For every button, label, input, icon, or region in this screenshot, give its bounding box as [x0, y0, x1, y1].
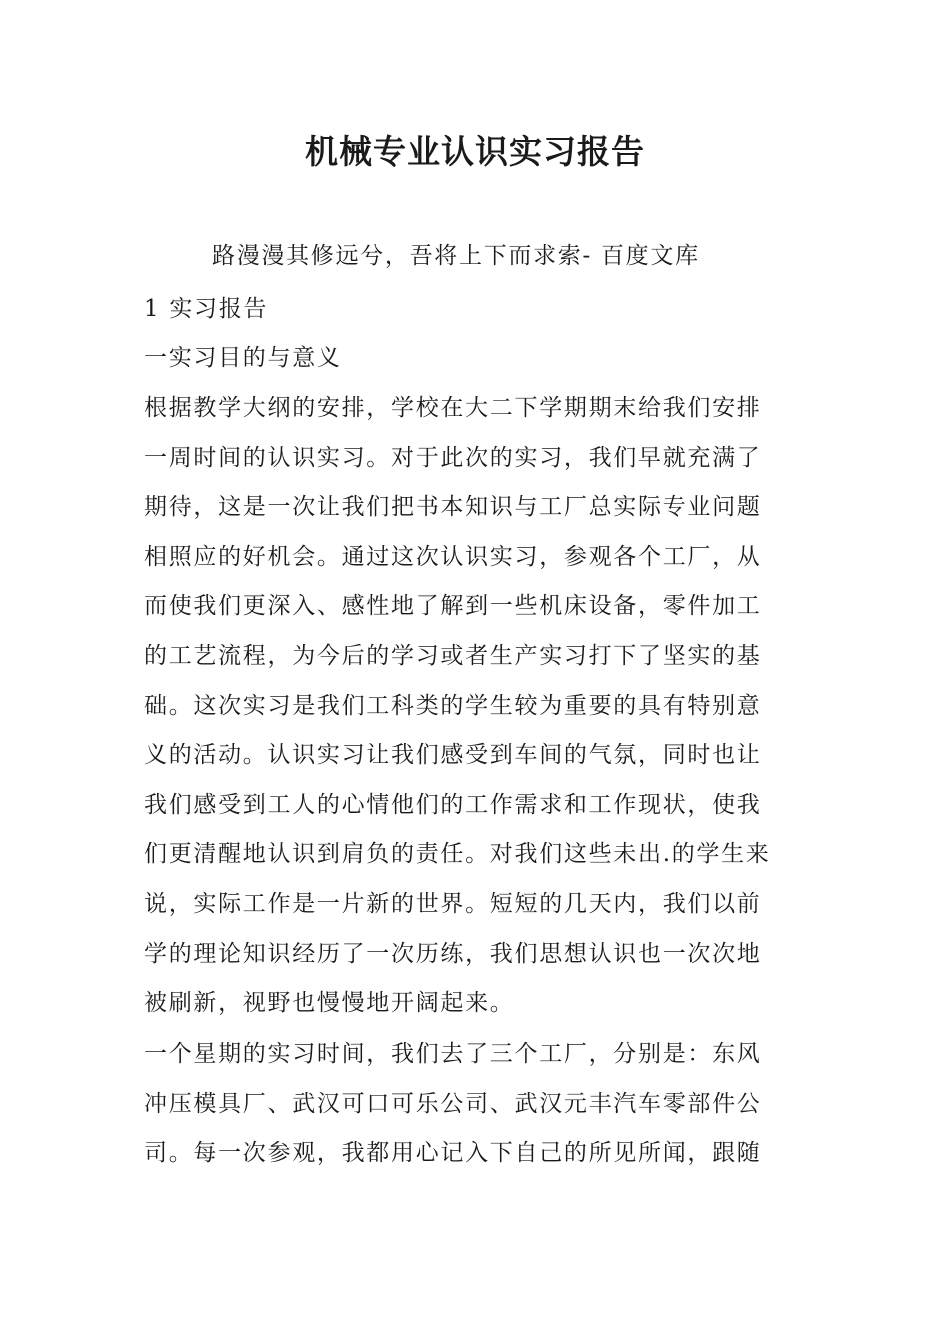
paragraph-line: 义的活动。认识实习让我们感受到车间的气氛，同时也让 [144, 742, 762, 769]
paragraph-line: 我们感受到工人的心情他们的工作需求和工作现状，使我 [144, 791, 762, 818]
paragraph-line: 而使我们更深入、感性地了解到一些机床设备，零件加工 [144, 593, 762, 620]
paragraph-line: 司。每一次参观，我都用心记入下自己的所见所闻，跟随 [144, 1140, 762, 1167]
paragraph-line: 期待，这是一次让我们把书本知识与工厂总实际专业问题 [144, 494, 762, 521]
paragraph-line: 说，实际工作是一片新的世界。短短的几天内，我们以前 [144, 890, 762, 917]
paragraph-line: 相照应的好机会。通过这次认识实习，参观各个工厂，从 [144, 543, 762, 570]
subsection-heading: 一实习目的与意义 [144, 345, 342, 371]
paragraph-line: 的工艺流程，为今后的学习或者生产实习打下了坚实的基 [144, 642, 762, 669]
paragraph-line: 们更清醒地认识到肩负的责任。对我们这些未出.的学生来 [144, 841, 771, 868]
document-title: 机械专业认识实习报告 [305, 132, 645, 171]
document-subtitle: 路漫漫其修远兮，吾将上下而求索- 百度文库 [212, 243, 700, 269]
paragraph-line: 一周时间的认识实习。对于此次的实习，我们早就充满了 [144, 444, 762, 471]
paragraph-line: 根据教学大纲的安排，学校在大二下学期期末给我们安排 [144, 395, 762, 421]
paragraph-line: 被刷新，视野也慢慢地开阔起来。 [144, 990, 515, 1017]
paragraph-line: 冲压模具厂、武汉可口可乐公司、武汉元丰汽车零部件公 [144, 1090, 762, 1117]
section-heading: 1 实习报告 [144, 296, 269, 322]
paragraph-line: 一个星期的实习时间，我们去了三个工厂，分别是：东风 [144, 1041, 762, 1067]
paragraph-line: 学的理论知识经历了一次历练，我们思想认识也一次次地 [144, 940, 762, 967]
paragraph-line: 础。这次实习是我们工科类的学生较为重要的具有特别意 [144, 692, 762, 719]
paragraph-1 [144, 384, 824, 1029]
paragraph-2 [144, 1030, 824, 1179]
